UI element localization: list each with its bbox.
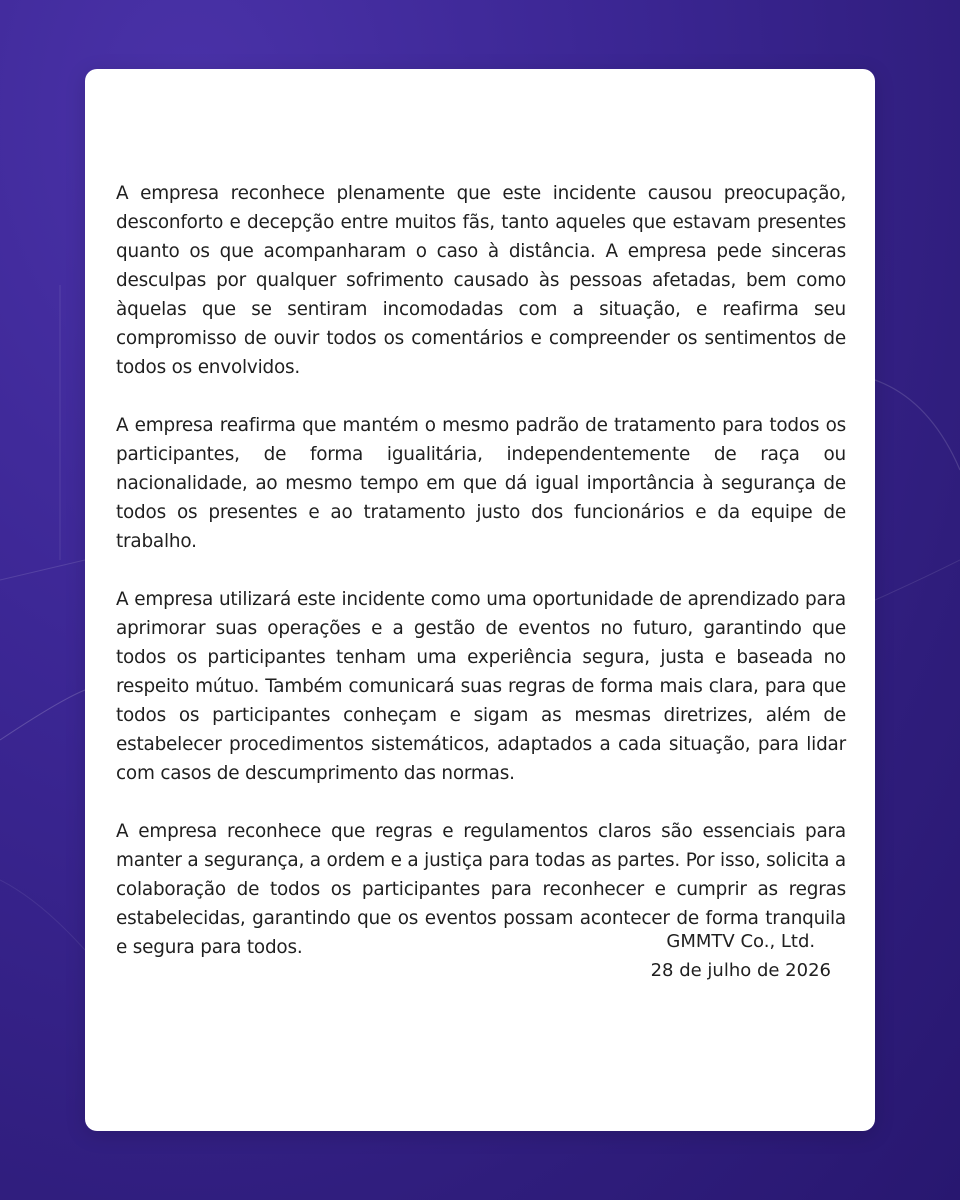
paragraph-3: A empresa utilizará este incidente como uma oportunidade de aprendizado para aprimorar suas operações e a gestão de eventos no futuro, garantindo que todos os participantes tenham uma experiência segura, justa e baseada no respeito mútuo. Também comunicará suas regras de forma mais clara, para que todos os participantes conheçam e sigam as mesmas diretrizes, além de estabelecer procedimentos sistemáticos, adaptados a cada situação, para lidar com casos de descumprimento das normas. xyxy=(116,589,846,784)
paragraph-4: A empresa reconhece que regras e regulamentos claros são essenciais para manter a segurança, a ordem e a justiça para todas as partes. Por isso, solicita a colaboração de todos os participantes para reconhecer e cumprir as regras estabelecidas, garantindo que os eventos possam acontecer de forma tranquila e segura para todos. xyxy=(116,821,846,958)
statement-card xyxy=(85,69,875,1131)
signature-date: 28 de julho de 2026 xyxy=(650,960,831,981)
paragraph-2: A empresa reafirma que mantém o mesmo padrão de tratamento para todos os participantes, de forma igualitária, independentemente de raça ou nacionalidade, ao mesmo tempo em que dá igual importância à segurança de todos os presentes e ao tratamento justo dos funcionários e da equipe de trabalho. xyxy=(116,415,846,552)
signature-company: GMMTV Co., Ltd. xyxy=(666,931,816,952)
statement-body xyxy=(116,179,846,991)
signature-block xyxy=(651,927,831,985)
paragraph-1: A empresa reconhece plenamente que este incidente causou preocupação, desconforto e decepção entre muitos fãs, tanto aqueles que estavam presentes quanto os que acompanharam o caso à distância. A empresa pede sinceras desculpas por qualquer sofrimento causado às pessoas afetadas, bem como àquelas que se sentiram incomodadas com a situação, e reafirma seu compromisso de ouvir todos os comentários e compreender os sentimentos de todos os envolvidos. xyxy=(116,183,846,378)
